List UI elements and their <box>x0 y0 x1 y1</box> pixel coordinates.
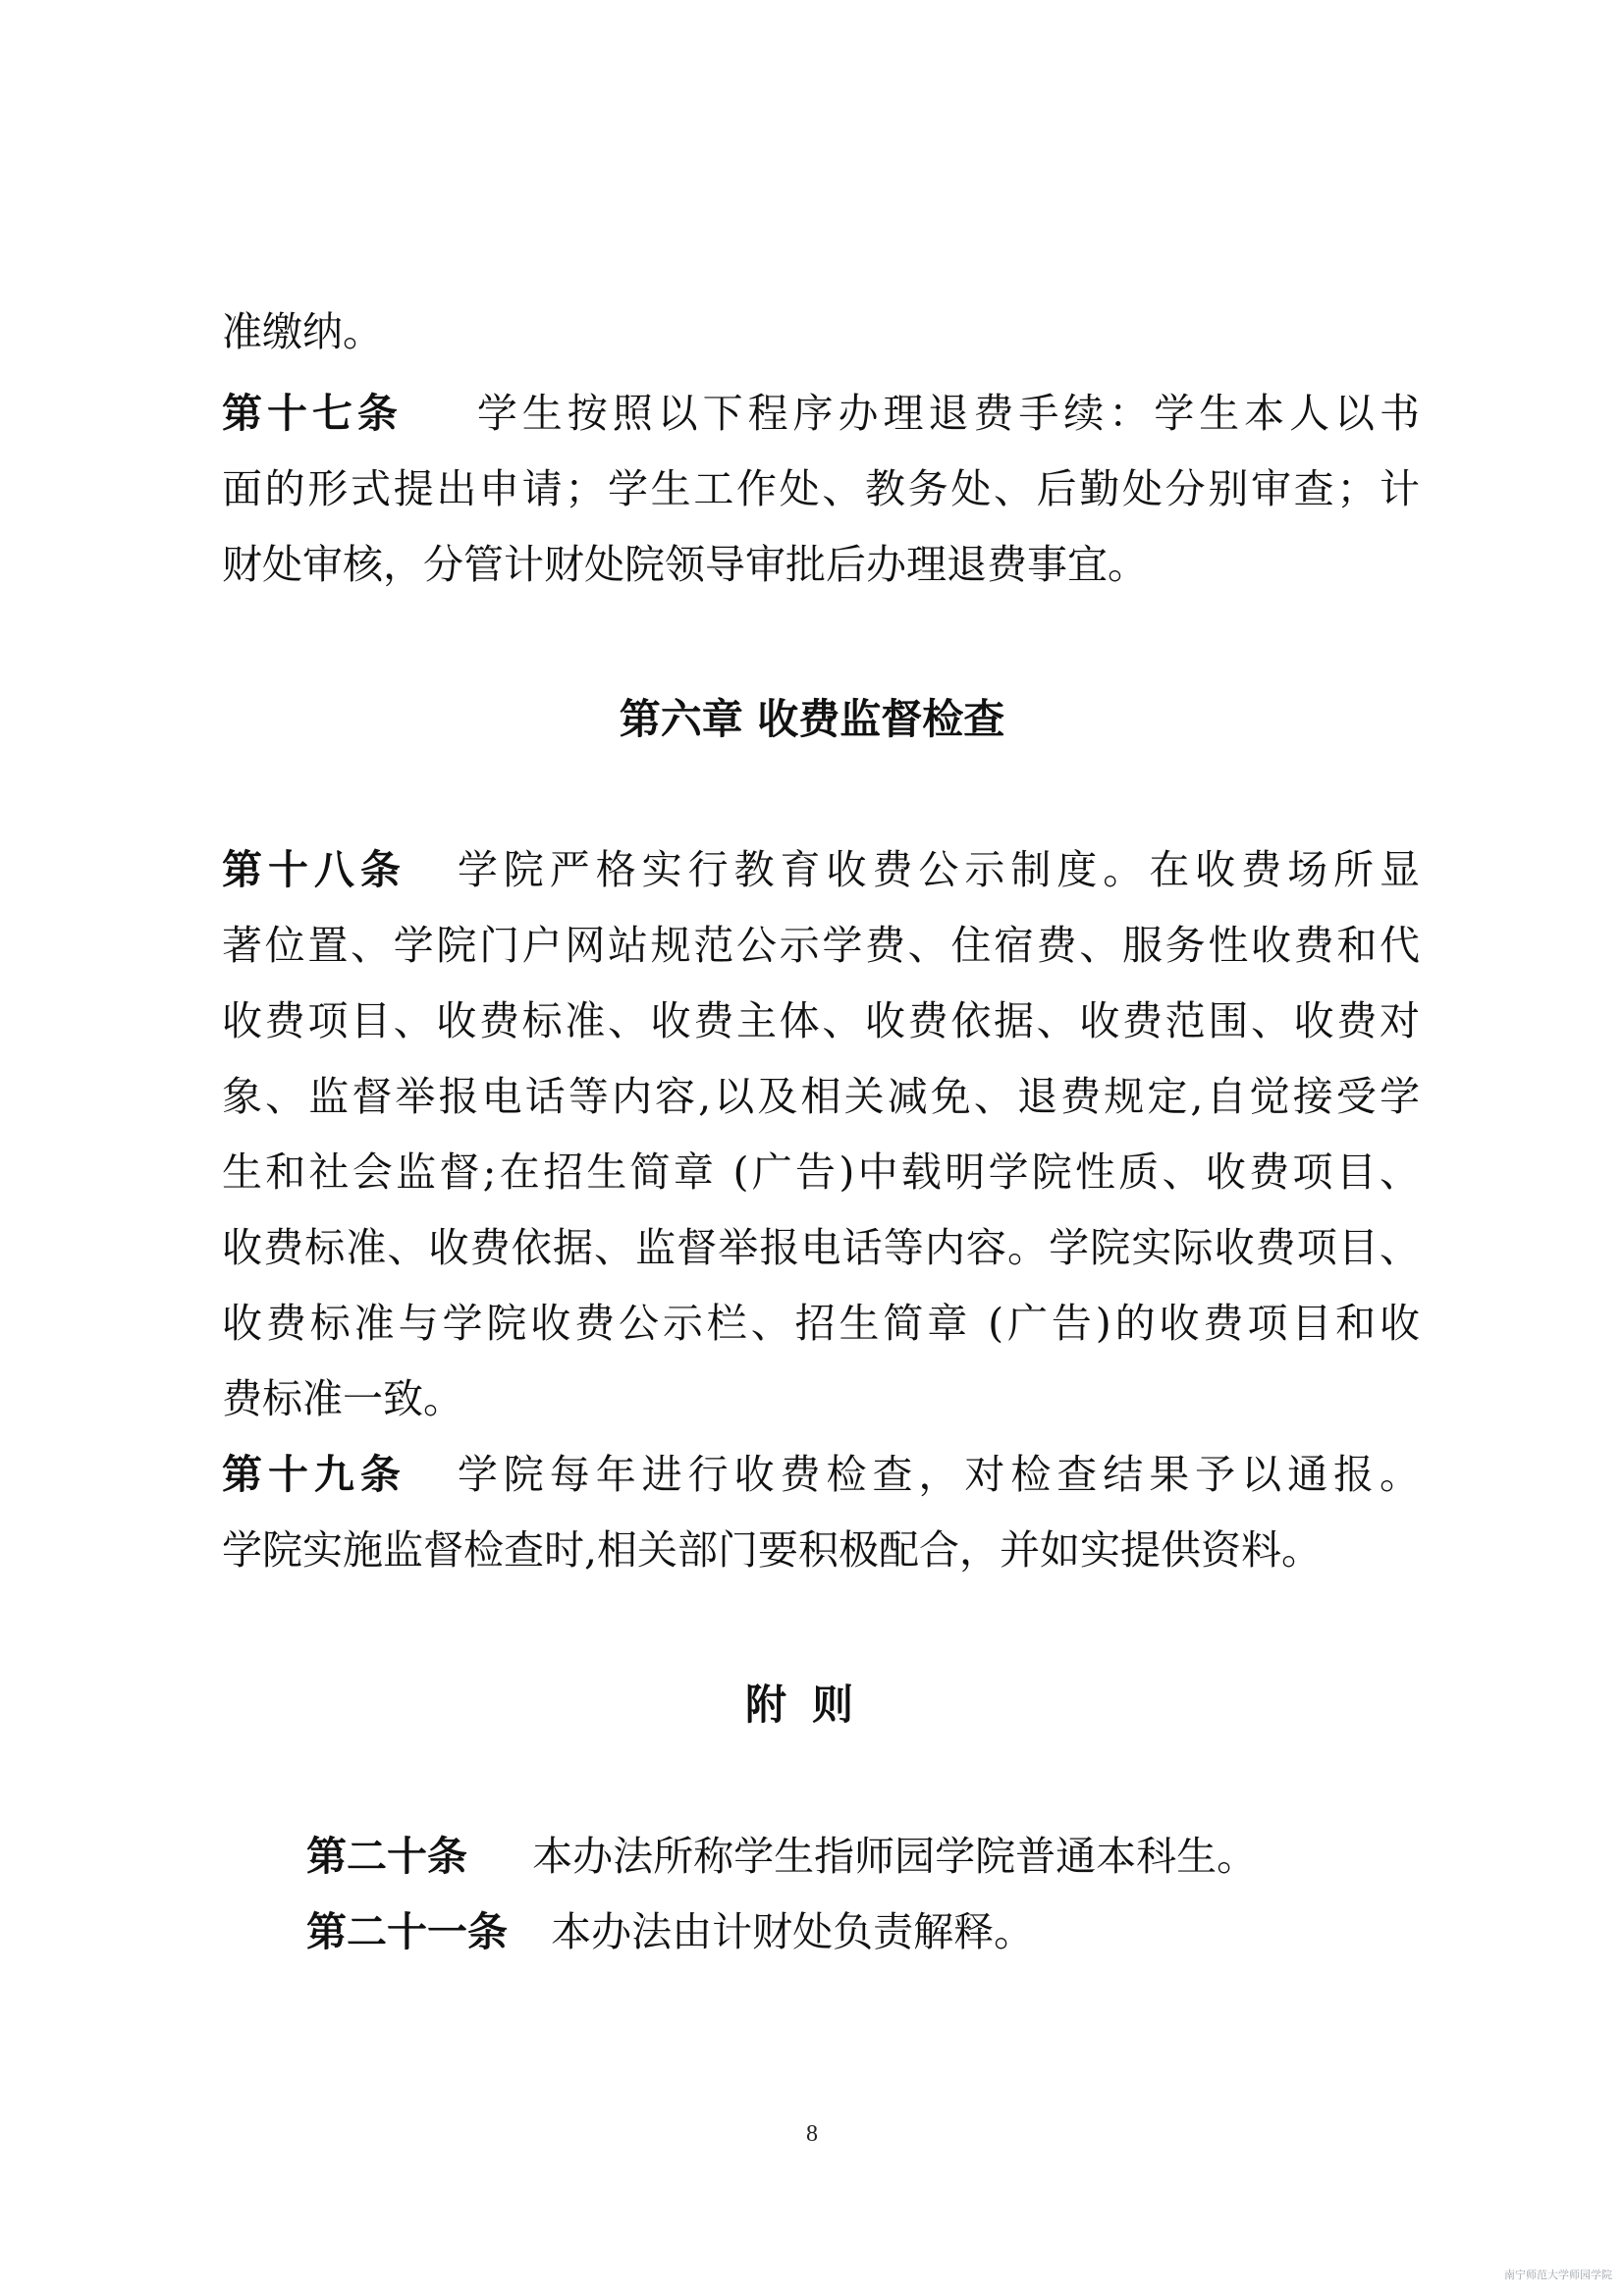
page-number: 8 <box>806 2121 818 2147</box>
article-17-line-1 <box>222 390 1421 437</box>
article-17-line-3: 财处审核，分管计财处院领导审批后办理退费事宜。 <box>222 541 1148 588</box>
article-18-label: 第十八条 <box>222 846 406 893</box>
paragraph-line: 准缴纳。 <box>222 308 383 355</box>
article-21-label: 第二十一条 <box>306 1908 508 1955</box>
article-17-label: 第十七条 <box>222 390 403 437</box>
article-18-line-8: 费标准一致。 <box>222 1375 463 1422</box>
article-19-line-2: 学院实施监督检查时,相关部门要积极配合，并如实提供资料。 <box>222 1526 1323 1574</box>
article-18-line-6: 收费标准、收费依据、监督举报电话等内容。学院实际收费项目、 <box>222 1224 1420 1271</box>
article-19-text: 学院每年进行收费检查，对检查结果予以通报。 <box>457 1451 1421 1498</box>
article-17-line-2: 面的形式提出申请；学生工作处、教务处、后勤处分别审查；计 <box>222 465 1420 512</box>
article-18-line-4: 象、监督举报电话等内容,以及相关减免、退费规定,自觉接受学 <box>222 1073 1420 1120</box>
article-18-line-1 <box>222 846 1421 893</box>
watermark: 南宁师范大学师园学院 <box>1504 2269 1612 2281</box>
article-20-line <box>306 1833 1258 1880</box>
article-21-text: 本办法由计财处负责解释。 <box>551 1908 1035 1955</box>
article-18-line-5: 生和社会监督;在招生简章 (广告)中载明学院性质、收费项目、 <box>222 1148 1420 1196</box>
article-18-line-7: 收费标准与学院收费公示栏、招生简章 (广告)的收费项目和收 <box>222 1300 1420 1347</box>
article-19-line-1 <box>222 1451 1421 1498</box>
chapter-heading: 第六章 收费监督检查 <box>619 695 1005 743</box>
article-21-line <box>306 1908 1035 1955</box>
article-20-label: 第二十条 <box>306 1833 467 1880</box>
article-18-line-2: 著位置、学院门户网站规范公示学费、住宿费、服务性收费和代 <box>222 922 1420 969</box>
article-18-line-3: 收费项目、收费标准、收费主体、收费依据、收费范围、收费对 <box>222 997 1420 1044</box>
article-19-label: 第十九条 <box>222 1451 406 1498</box>
appendix-heading: 附则 <box>744 1681 879 1729</box>
article-18-text: 学院严格实行教育收费公示制度。在收费场所显 <box>457 846 1421 893</box>
article-17-text: 学生按照以下程序办理退费手续：学生本人以书 <box>476 390 1421 437</box>
article-20-text: 本办法所称学生指师园学院普通本科生。 <box>532 1833 1258 1880</box>
